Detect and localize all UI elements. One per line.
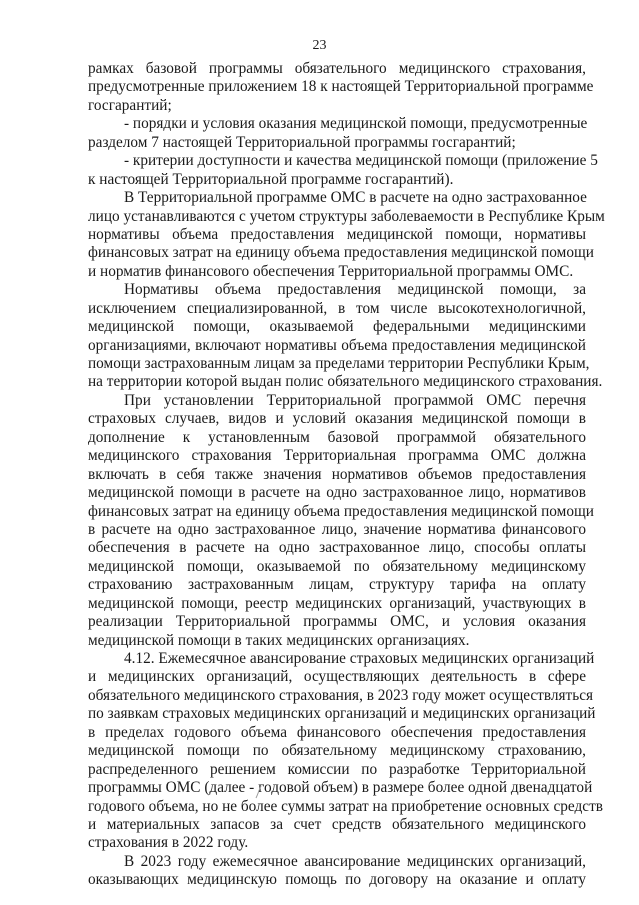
text-line: страхования в 2022 году. xyxy=(88,834,249,852)
text-line: медицинской помощи в таких медицинских организациях. xyxy=(88,631,470,649)
text-line: медицинского страхования Территориальная программа ОМС должна xyxy=(88,447,586,465)
text-line: оказывающих медицинскую помощь по договору на оказание и оплату xyxy=(88,871,586,889)
text-line: госгарантий; xyxy=(88,96,172,114)
text-line: - порядки и условия оказания медицинской помощи, предусмотренные xyxy=(124,115,588,133)
text-line: лицо устанавливаются с учетом структуры заболеваемости в Республике Крым xyxy=(88,207,605,225)
text-line: организациями, включают нормативы объема предоставления медицинской xyxy=(88,336,586,354)
text-line: к настоящей Территориальной программе госгарантий). xyxy=(88,170,454,188)
text-line: В Территориальной программе ОМС в расчете на одно застрахованное xyxy=(124,189,587,207)
text-line: нормативы объема предоставления медицинской помощи, нормативы xyxy=(88,225,586,243)
page-number: 23 xyxy=(312,38,327,53)
text-line: по заявкам страховых медицинских организаций и медицинских организаций xyxy=(88,705,596,723)
text-line: предусмотренные приложением 18 к настоящей Территориальной программе xyxy=(88,78,594,96)
body-text xyxy=(88,60,605,890)
text-line: в пределах годового объема финансового обеспечения предоставления xyxy=(88,723,586,741)
text-line: финансовых затрат на единицу объема предоставления медицинской помощи xyxy=(88,502,594,520)
text-line: медицинской помощи, оказываемой по обязательному медицинскому xyxy=(88,557,586,575)
text-line: страхованию застрахованным лицам, структуру тарифа на оплату xyxy=(88,576,586,594)
text-line: При установлении Территориальной программой ОМС перечня xyxy=(124,391,586,409)
text-line: исключением специализированной, в том числе высокотехнологичной, xyxy=(88,299,586,317)
text-line: разделом 7 настоящей Территориальной программы госгарантий; xyxy=(88,133,516,151)
text-line: включать в себя также значения нормативов объемов предоставления xyxy=(88,465,586,483)
text-line: дополнение к установленным базовой программой обязательного xyxy=(88,428,586,446)
text-line: 4.12. Ежемесячное авансирование страховых медицинских организаций xyxy=(124,650,595,667)
text-line: медицинской помощи, оказываемой федеральными медицинскими xyxy=(88,318,586,336)
text-line: медицинской помощи по обязательному медицинскому страхованию, xyxy=(88,742,586,760)
text-line: в расчете на одно застрахованное лицо, значение норматива финансового xyxy=(88,520,586,538)
text-line: и норматив финансового обеспечения Территориальной программы ОМС. xyxy=(88,262,574,280)
text-line: финансовых затрат на единицу объема предоставления медицинской помощи xyxy=(88,244,594,262)
text-line: и медицинских организаций, осуществляющих деятельность в сфере xyxy=(88,668,586,686)
pen-mark xyxy=(255,785,263,799)
text-line: медицинской помощи в расчете на одно застрахованное лицо, нормативов xyxy=(88,484,586,502)
text-line: помощи застрахованным лицам за пределами территории Республики Крым, xyxy=(88,355,590,372)
text-line: и материальных запасов за счет средств обязательного медицинского xyxy=(88,815,586,833)
text-line: рамках базовой программы обязательного медицинского страхования, xyxy=(88,60,586,77)
text-line: Нормативы объема предоставления медицинской помощи, за xyxy=(124,281,586,299)
text-line: программы ОМС (далее - годовой объем) в размере более одной двенадцатой xyxy=(88,779,593,797)
text-line: распределенного решением комиссии по разработке Территориальной xyxy=(88,760,586,778)
text-line: на территории которой выдан полис обязательного медицинского страхования. xyxy=(88,373,603,391)
text-line: обязательного медицинского страхования, в 2023 году может осуществляться xyxy=(88,686,594,704)
text-line: страховых случаев, видов и условий оказания медицинской помощи в xyxy=(88,410,586,428)
text-line: реализации Территориальной программы ОМС, и условия оказания xyxy=(88,613,586,631)
text-line: годового объема, но не более суммы затрат на приобретение основных средств xyxy=(88,797,603,815)
text-line: обеспечения в расчете на одно застрахованное лицо, способы оплаты xyxy=(88,539,586,557)
text-line: - критерии доступности и качества медицинской помощи (приложение 5 xyxy=(124,152,598,170)
text-line: В 2023 году ежемесячное авансирование медицинских организаций, xyxy=(124,852,586,870)
text-line: медицинской помощи, реестр медицинских организаций, участвующих в xyxy=(88,594,586,612)
